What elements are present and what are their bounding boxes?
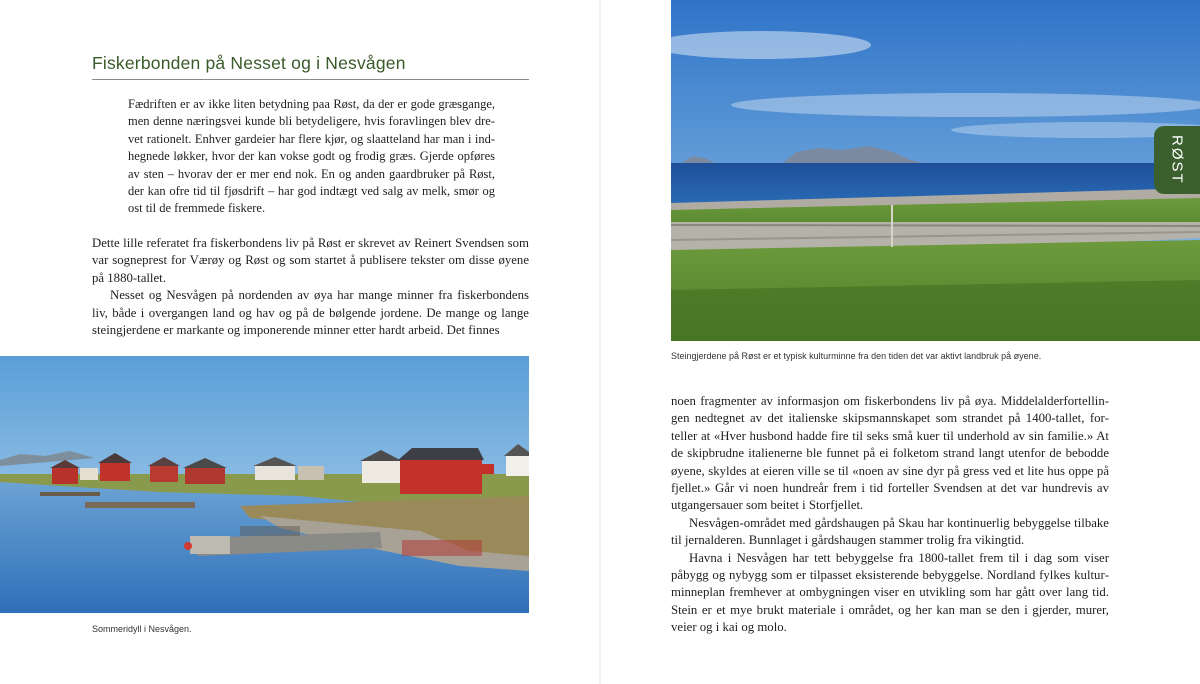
left-photo-caption: Sommeridyll i Nesvågen.: [92, 624, 192, 634]
right-photo-caption: Steingjerdene på Røst er et typisk kulturminne fra den tiden det var aktivt landbruk på øyene.: [671, 351, 1042, 361]
harbour-photo: [0, 356, 529, 613]
right-body-text: [671, 393, 1109, 637]
paragraph: Nesset og Nesvågen på nordenden av øya har mange minner fra fiskerbondens liv, både i overgangen land og hav og på de bølgende jordene. De mange og lange steingjerdene er markante og imponerende minner etter hardt arbeid. Det finnes: [92, 288, 529, 338]
section-tab-rost: [1154, 126, 1200, 194]
historical-quote: Fædriften er av ikke liten betydning paa Røst, da der er gode græsgange, men denne næringsvei kunde bli betydeligere, hvis foravlingen blev drevet rationelt. Enhver gardeier har flere kjør, og slaatteland har man i indhegnede løkker, hvor der kan vokse godt og frodig græs. Gjerde opføres av sten – hvorav der er mer end nok. En og anden gaardbruker på Røst, der kan ofre tid til fjøsdrift – har god indtægt ved salg av melk, smør og ost til de fremmede fiskere.: [128, 97, 495, 216]
left-body-text: [92, 235, 529, 339]
paragraph: Nesvågen-området med gårdshaugen på Skau har kontinuerlig bebyggelse tilbake til jernalderen. Bunnlaget i gårdshaugen stammer trolig fra vikingtid.: [671, 515, 1109, 548]
paragraph: Havna i Nesvågen har tett bebyggelse fra 1800-tallet frem til i dag som viser påbygg og nybygg som er tilpasset eksisterende bebyggelse. Nordland fylkes kulturminneplan fremhever at ombygningen viser en utvikling som har gått over lang tid. Stein er et mye brukt materiale i området, og her kan man se den i gjerder, murer, veier og i kai og molo.: [671, 550, 1109, 635]
paragraph: noen fragmenter av informasjon om fiskerbondens liv på øya. Middelalderfortellingen nedtegnet av det italienske skipsmannskapet som strandet på 1400-tallet, forteller at «Hver husbond hadde fire til seks små kuer til underhold av sin familie.» At de skipbrudne italienerne ble funnet på ei folketom strand langt utenfor de bebodde øyene, skyldes at eieren ville se til «noen av sine dyr på gress ved et lite hus oppe på fjellet.» Går vi noen hundreår frem i tid forteller Svendsen at det var hundrevis av utgangersauer som beitet i Storfjellet.: [671, 394, 1109, 513]
right-page: [600, 0, 1200, 684]
stone-walls-photo: [671, 0, 1200, 341]
chapter-heading: Fiskerbonden på Nesset og i Nesvågen: [92, 53, 529, 80]
paragraph: Dette lille referatet fra fiskerbondens liv på Røst er skrevet av Reinert Svendsen som var sogneprest for Værøy og Røst og som startet å publisere tekster om disse øyene på 1880-tallet.: [92, 236, 529, 285]
section-tab-label: RØST: [1168, 135, 1186, 185]
